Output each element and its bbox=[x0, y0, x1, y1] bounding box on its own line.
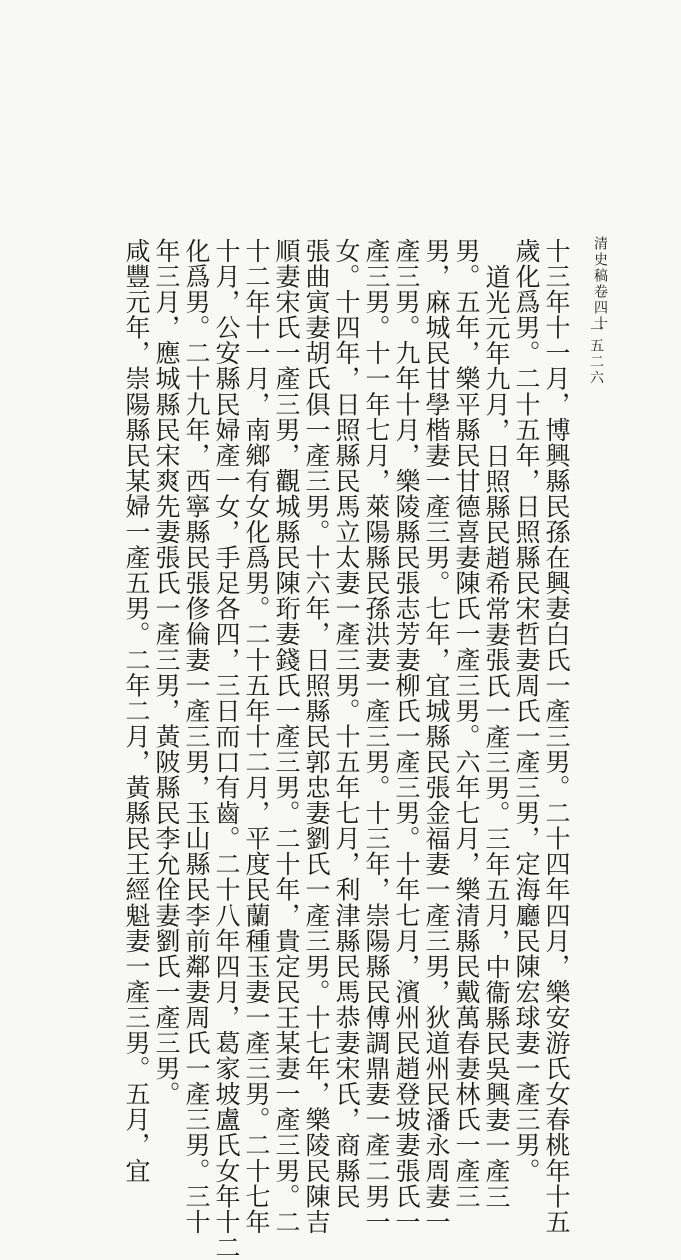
text-column: 產三男。九年十月，樂陵縣民張志芳妻柳氏一產三男。十年七月，濱州民趙登坡妻張氏一 bbox=[392, 238, 421, 1235]
text-column: 張曲寅妻胡氏俱一產三男。十六年，日照縣民郭忠妻劉氏一產三男。十七年，樂陵民陳吉 bbox=[302, 238, 331, 1235]
text-column: 道光元年九月，日照縣民趙希常妻張氏一產三男。三年五月，中衞縣民吳興妻一產三 bbox=[482, 264, 511, 1210]
text-column: 歲化爲男。二十五年，日照縣民宋哲妻周氏一產三男，定海廳民陳宏球妻一產三男。 bbox=[512, 238, 541, 1184]
text-column: 十三年十一月，博興縣民孫在興妻白氏一產三男。二十四年四月，樂安游氏女春桃年十五 bbox=[542, 238, 571, 1235]
text-column: 產三男。十一年七月，萊陽縣民孫洪妻一產三男。十三年，崇陽縣民傅調鼎妻一產二男一 bbox=[362, 238, 391, 1235]
page-number: 一五二六 bbox=[588, 322, 604, 386]
text-column: 年三月，應城縣民宋爽先妻張氏一產三男，黃陂縣民李允佺妻劉氏一產三男。 bbox=[152, 238, 181, 1107]
text-column: 女。十四年，日照縣民馬立太妻一產三男。十五年七月，利津縣民馬恭妻宋氏，商縣民 bbox=[332, 238, 361, 1209]
text-column: 咸豐元年，崇陽縣民某婦一產五男。二年二月，黃縣民王經魁妻一產三男。五月，宜 bbox=[122, 238, 151, 1184]
running-header-title: 清史稿卷四十 bbox=[592, 236, 608, 332]
text-column: 男。五年，樂平縣民甘德喜妻陳氏一產三男。六年七月，樂清縣民戴萬春妻林氏一產三 bbox=[452, 238, 481, 1209]
text-column: 十月，公安縣民婦產一女，手足各四，三日而口有齒。二十八年四月，葛家坡盧氏女年十二 bbox=[212, 238, 241, 1260]
text-column: 十二年十一月，南鄉有女化爲男。二十五年十二月，平度民蘭種玉妻一產三男。二十七年 bbox=[242, 238, 271, 1235]
text-column: 男，麻城民甘學楷妻一產三男。七年，宜城縣民張金福妻一產三男，狄道州民潘永周妻一 bbox=[422, 238, 451, 1235]
text-column: 順妻宋氏一產三男，觀城縣民陳珩妻錢氏一產三男。二十年，貴定民王某妻一產三男。二 bbox=[272, 238, 301, 1235]
text-column: 化爲男。二十九年，西寧縣民張俢倫妻一產三男，玉山縣民李前鄰妻周氏一產三男。三十 bbox=[182, 238, 211, 1235]
